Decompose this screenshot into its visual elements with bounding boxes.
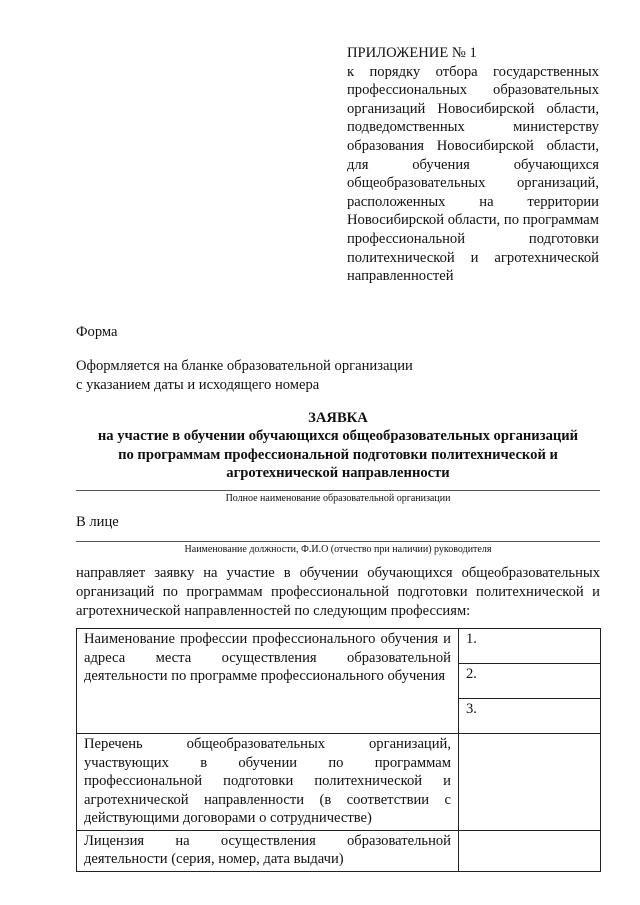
form-note — [76, 357, 413, 395]
org-name-fill-line — [76, 490, 600, 491]
document-heading — [76, 409, 600, 483]
in-person-label: В лице — [76, 514, 119, 530]
heading-title: ЗАЯВКА — [308, 410, 368, 426]
license-label: Лицензия на осуществления образовательной деятельности (серия, номер, дата выдачи) — [77, 830, 459, 871]
head-fill-line — [76, 541, 600, 542]
profession-table — [76, 628, 601, 872]
license-value — [459, 830, 601, 871]
table-row — [77, 734, 601, 831]
schools-list-label: Перечень общеобразовательных организаций, участвующих в обучении по программам профессиональной подготовки политехнической и агротехнической направленности (в соответствии с действующими договорами о сотрудничестве) — [77, 734, 459, 831]
schools-list-value — [459, 734, 601, 831]
number-cell-2: 2. — [459, 664, 601, 699]
number-cell-1: 1. — [459, 629, 601, 664]
heading-line1: на участие в обучении обучающихся общеобразовательных организаций — [97, 428, 579, 445]
org-name-caption: Полное наименование образовательной организации — [225, 493, 451, 504]
head-caption: Наименование должности, Ф.И.О (отчество при наличии) руководителя — [184, 544, 492, 555]
form-note-line1: Оформляется на бланке образовательной организации — [76, 358, 413, 374]
appendix-text: к порядку отбора государственных профессиональных образовательных организаций Новосибирской области, подведомственных министерству образования Новосибирской области, для обучения обучающихся общеобразовательных организаций, расположенных на территории Новосибирской области, по программам профессиональной подготовки политехнической и агротехнической направленностей — [347, 63, 599, 285]
appendix-title: ПРИЛОЖЕНИЕ № 1 — [347, 45, 477, 61]
form-label: Форма — [76, 324, 118, 340]
heading-line2: по программам профессиональной подготовки политехнической и — [118, 446, 558, 463]
heading-line3: агротехнической направленности — [226, 465, 450, 482]
request-paragraph: направляет заявку на участие в обучении обучающихся общеобразовательных организаций по программам профессиональной подготовки политехнической и агротехнической направленностей по следующим профессиям: — [76, 565, 600, 619]
profession-address-label: Наименование профессии профессионального обучения и адреса места осуществления образовательной деятельности по программе профессионального обучения — [77, 629, 459, 734]
appendix-block — [347, 44, 599, 286]
number-cell-3: 3. — [459, 699, 601, 734]
form-note-line2: с указанием даты и исходящего номера — [76, 377, 320, 393]
table-row — [77, 830, 601, 871]
table-row — [77, 629, 601, 664]
